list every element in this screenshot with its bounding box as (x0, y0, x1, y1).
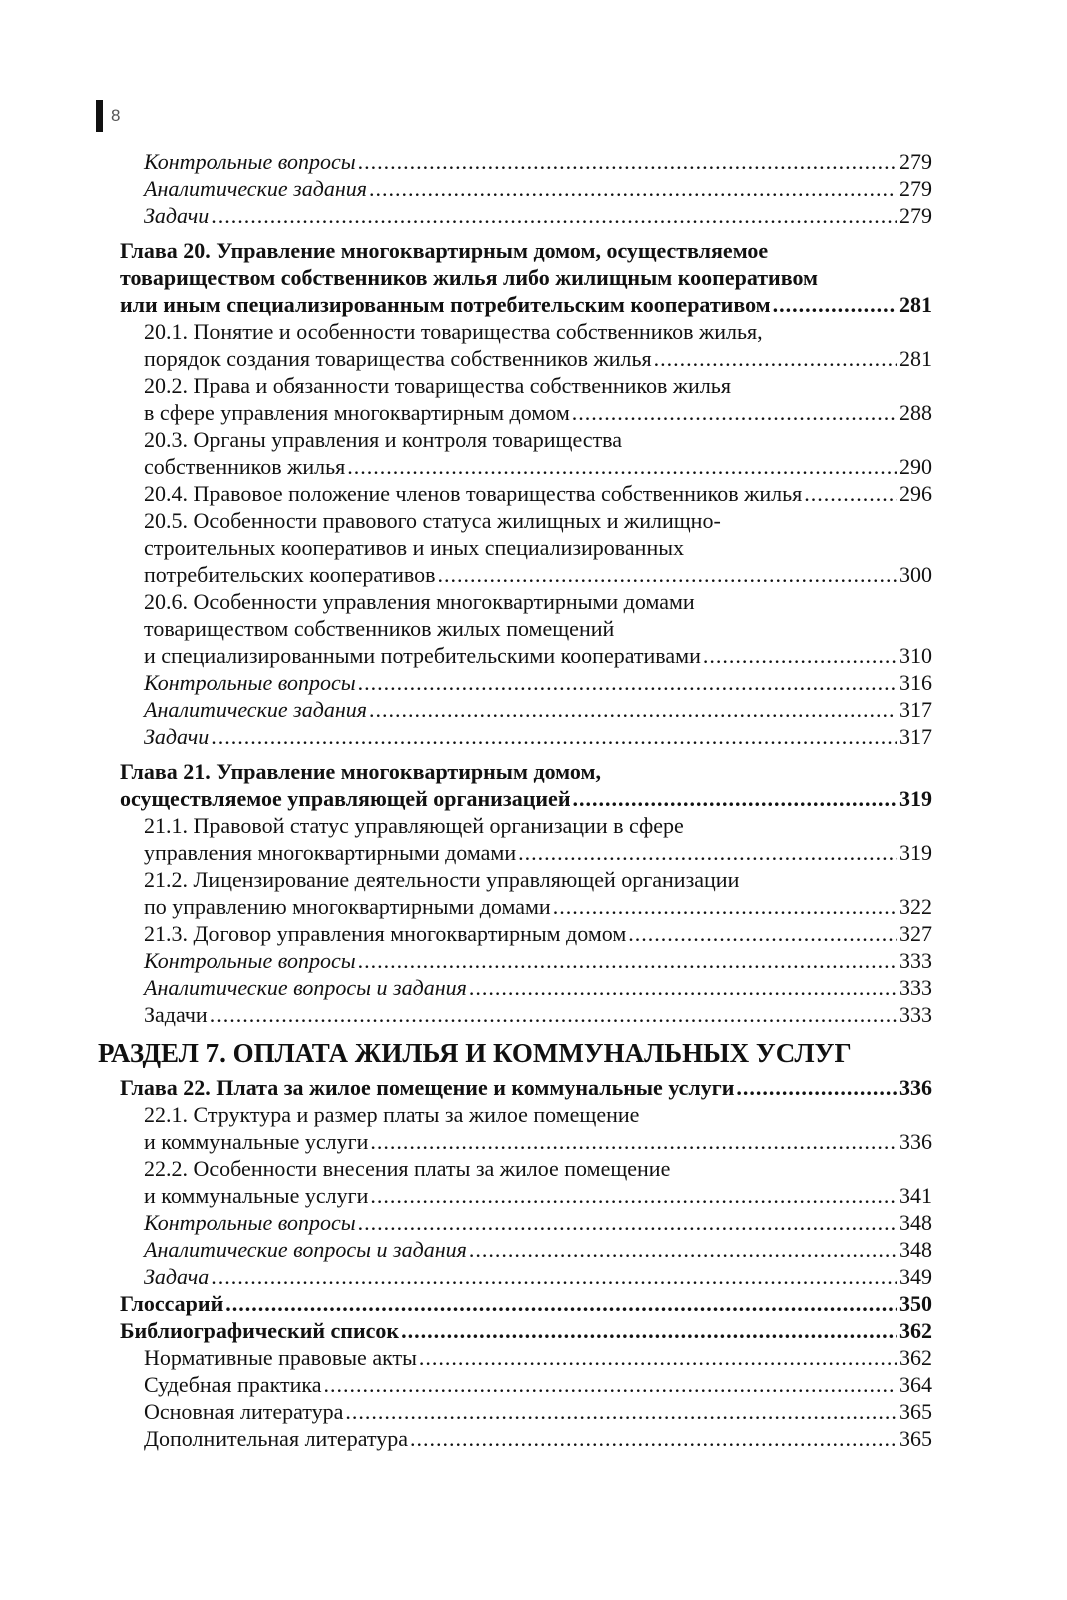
toc-label: Контрольные вопросы (144, 948, 356, 973)
toc-page: 348 (899, 1237, 932, 1262)
page-number: 8 (111, 106, 121, 125)
subsection-21-3-entry[interactable] (120, 920, 932, 947)
subsection-22-1-entry[interactable] (120, 1128, 932, 1155)
leader-dots (369, 696, 897, 723)
toc-entry[interactable] (120, 1263, 932, 1290)
toc-page: 364 (899, 1372, 932, 1397)
leader-dots (369, 175, 897, 202)
bibliography-item[interactable] (120, 1425, 932, 1452)
toc-label: Задачи (144, 203, 210, 228)
leader-dots (347, 453, 897, 480)
subsection-20-2-entry[interactable] (120, 399, 932, 426)
toc-page: 317 (899, 697, 932, 722)
toc-entry[interactable] (120, 175, 932, 202)
toc-page: 348 (899, 1210, 932, 1235)
toc-label: в сфере управления многоквартирным домом (144, 400, 570, 425)
subsection-22-2-entry[interactable] (120, 1182, 932, 1209)
toc-page: 333 (899, 1002, 932, 1027)
toc-entry[interactable] (120, 696, 932, 723)
toc-label: и коммунальные услуги (144, 1129, 369, 1154)
toc-label: управления многоквартирными домами (144, 840, 517, 865)
toc-label: по управлению многоквартирными домами (144, 894, 551, 919)
leader-dots (736, 1074, 897, 1101)
toc-page: 281 (899, 346, 932, 371)
subsection-20-2-line[interactable]: 20.2. Права и обязанности товарищества собственников жилья (144, 373, 731, 398)
page-marker-bar (96, 100, 103, 132)
page-header (96, 98, 120, 134)
toc-entry[interactable] (120, 723, 932, 750)
leader-dots (358, 669, 897, 696)
leader-dots (419, 1344, 897, 1371)
toc-page: 310 (899, 643, 932, 668)
toc-page: 349 (899, 1264, 932, 1289)
leader-dots (401, 1317, 897, 1344)
toc-label: Аналитические задания (144, 697, 367, 722)
toc-page: 336 (899, 1075, 932, 1100)
subsection-22-2-line[interactable]: 22.2. Особенности внесения платы за жилое помещение (144, 1156, 671, 1181)
leader-dots (773, 291, 897, 318)
subsection-22-1-line[interactable]: 22.1. Структура и размер платы за жилое помещение (144, 1102, 640, 1127)
toc-label: и коммунальные услуги (144, 1183, 369, 1208)
subsection-20-6-entry[interactable] (120, 642, 932, 669)
toc-page: 290 (899, 454, 932, 479)
toc-label: Нормативные правовые акты (144, 1345, 417, 1370)
leader-dots (324, 1371, 898, 1398)
toc-label: Глоссарий (120, 1291, 224, 1316)
chapter-21-title-line[interactable]: Глава 21. Управление многоквартирным домом, (120, 759, 601, 784)
glossary-entry[interactable] (120, 1290, 932, 1317)
leader-dots (654, 345, 897, 372)
section-7-title[interactable]: РАЗДЕЛ 7. ОПЛАТА ЖИЛЬЯ И КОММУНАЛЬНЫХ УСЛУГ (98, 1038, 852, 1068)
chapter-21-entry[interactable] (120, 785, 932, 812)
bibliography-item[interactable] (120, 1344, 932, 1371)
subsection-20-1-entry[interactable] (120, 345, 932, 372)
toc-page: 296 (899, 481, 932, 506)
leader-dots (370, 1182, 897, 1209)
toc-label: Библиографический список (120, 1318, 400, 1343)
toc-entry[interactable] (120, 947, 932, 974)
leader-dots (518, 839, 897, 866)
toc-page: 279 (899, 176, 932, 201)
subsection-21-1-entry[interactable] (120, 839, 932, 866)
table-of-contents (98, 148, 932, 1452)
toc-entry[interactable] (120, 202, 932, 229)
toc-page: 327 (899, 921, 932, 946)
subsection-20-5-line[interactable]: строительных кооперативов и иных специализированных (144, 535, 684, 560)
toc-entry[interactable] (120, 669, 932, 696)
leader-dots (211, 723, 897, 750)
toc-page: 350 (899, 1291, 932, 1316)
subsection-20-3-line[interactable]: 20.3. Органы управления и контроля товарищества (144, 427, 623, 452)
toc-label: порядок создания товарищества собственников жилья (144, 346, 652, 371)
toc-page: 281 (899, 292, 932, 317)
toc-label: потребительских кооперативов (144, 562, 436, 587)
toc-page: 316 (899, 670, 932, 695)
toc-label: осуществляемое управляющей организацией (120, 786, 571, 811)
bibliography-item[interactable] (120, 1371, 932, 1398)
toc-label: Задача (144, 1264, 210, 1289)
toc-page: 288 (899, 400, 932, 425)
leader-dots (804, 480, 897, 507)
bibliography-entry[interactable] (120, 1317, 932, 1344)
toc-label: Задачи (144, 1002, 208, 1027)
subsection-20-3-entry[interactable] (120, 453, 932, 480)
leader-dots (211, 202, 897, 229)
leader-dots (438, 561, 897, 588)
toc-label: и специализированными потребительскими кооперативами (144, 643, 701, 668)
leader-dots (572, 399, 897, 426)
leader-dots (410, 1425, 897, 1452)
toc-label: Контрольные вопросы (144, 670, 356, 695)
leader-dots (469, 1236, 897, 1263)
toc-page: 362 (899, 1318, 932, 1343)
subsection-21-2-entry[interactable] (120, 893, 932, 920)
toc-label: Дополнительная литература (144, 1426, 408, 1451)
chapter-20-entry[interactable] (120, 291, 932, 318)
leader-dots (358, 148, 897, 175)
leader-dots (358, 1209, 897, 1236)
subsection-20-5-entry[interactable] (120, 561, 932, 588)
toc-entry[interactable] (120, 1236, 932, 1263)
toc-page: 322 (899, 894, 932, 919)
leader-dots (553, 893, 897, 920)
subsection-20-5-line[interactable]: 20.5. Особенности правового статуса жилищных и жилищно- (144, 508, 721, 533)
bibliography-item[interactable] (120, 1398, 932, 1425)
toc-label: Глава 22. Плата за жилое помещение и коммунальные услуги (120, 1075, 735, 1100)
toc-page: 362 (899, 1345, 932, 1370)
toc-label: Задачи (144, 724, 210, 749)
leader-dots (370, 1128, 897, 1155)
toc-page: 319 (899, 786, 932, 811)
subsection-20-4-entry[interactable] (120, 480, 932, 507)
toc-label: или иным специализированным потребительским кооперативом (120, 292, 771, 317)
subsection-21-2-line[interactable]: 21.2. Лицензирование деятельности управляющей организации (144, 867, 740, 892)
chapter-22-entry[interactable] (120, 1074, 932, 1101)
toc-page: 341 (899, 1183, 932, 1208)
chapter-20-title-line[interactable]: Глава 20. Управление многоквартирным домом, осуществляемое (120, 238, 769, 263)
toc-page: 333 (899, 948, 932, 973)
toc-page: 336 (899, 1129, 932, 1154)
leader-dots (210, 1001, 897, 1028)
subsection-20-6-line[interactable]: товариществом собственников жилых помещений (144, 616, 615, 641)
toc-label: 20.4. Правовое положение членов товарищества собственников жилья (144, 481, 803, 506)
toc-label: Аналитические вопросы и задания (144, 1237, 467, 1262)
toc-page: 279 (899, 149, 932, 174)
toc-label: Аналитические задания (144, 176, 367, 201)
leader-dots (703, 642, 897, 669)
leader-dots (211, 1263, 897, 1290)
toc-label: Основная литература (144, 1399, 344, 1424)
leader-dots (628, 920, 897, 947)
toc-entry[interactable] (120, 1001, 932, 1028)
toc-label: Судебная практика (144, 1372, 322, 1397)
toc-label: Контрольные вопросы (144, 1210, 356, 1235)
toc-label: Контрольные вопросы (144, 149, 356, 174)
leader-dots (469, 974, 897, 1001)
toc-entry[interactable] (120, 148, 932, 175)
leader-dots (225, 1290, 897, 1317)
toc-page: 333 (899, 975, 932, 1000)
subsection-21-1-line[interactable]: 21.1. Правовой статус управляющей организации в сфере (144, 813, 684, 838)
toc-page: 317 (899, 724, 932, 749)
toc-entry[interactable] (120, 974, 932, 1001)
toc-label: собственников жилья (144, 454, 346, 479)
leader-dots (573, 785, 898, 812)
toc-page: 300 (899, 562, 932, 587)
toc-page: 319 (899, 840, 932, 865)
subsection-20-6-line[interactable]: 20.6. Особенности управления многоквартирными домами (144, 589, 695, 614)
toc-page: 365 (899, 1426, 932, 1451)
toc-page: 365 (899, 1399, 932, 1424)
toc-label: Аналитические вопросы и задания (144, 975, 467, 1000)
leader-dots (358, 947, 897, 974)
subsection-20-1-line[interactable]: 20.1. Понятие и особенности товарищества собственников жилья, (144, 319, 763, 344)
toc-label: 21.3. Договор управления многоквартирным домом (144, 921, 627, 946)
toc-entry[interactable] (120, 1209, 932, 1236)
toc-page: 279 (899, 203, 932, 228)
leader-dots (345, 1398, 897, 1425)
chapter-20-title-line[interactable]: товариществом собственников жилья либо жилищным кооперативом (120, 265, 819, 290)
